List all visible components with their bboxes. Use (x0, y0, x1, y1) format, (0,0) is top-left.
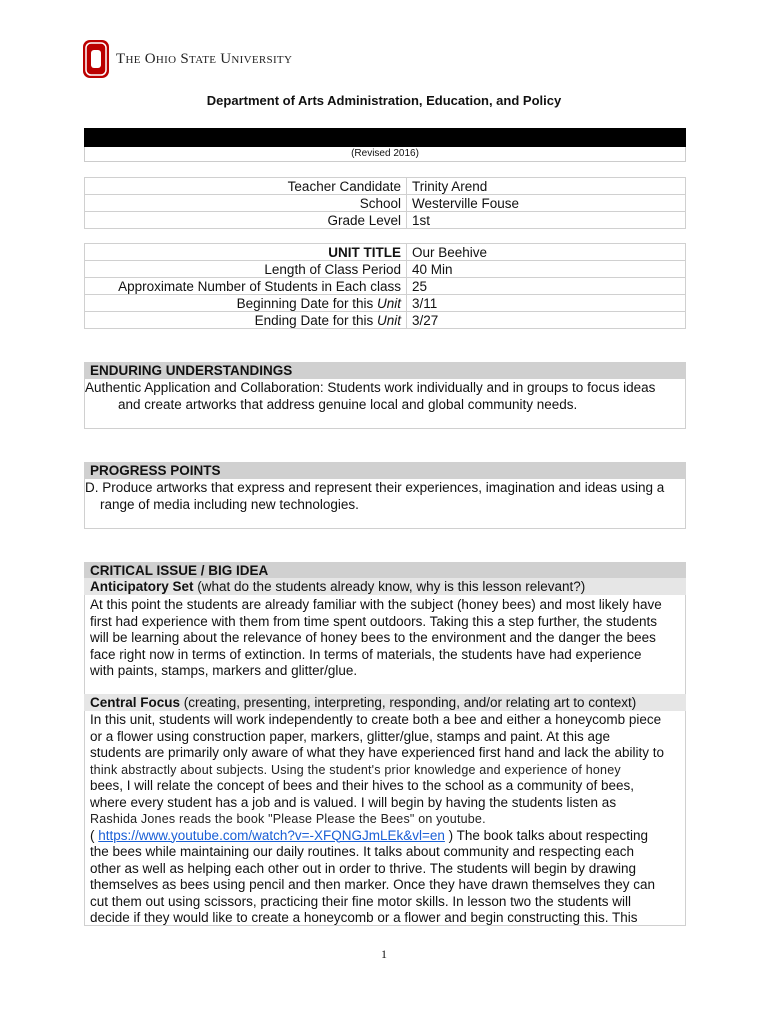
anticipatory-heading (84, 578, 686, 595)
central-focus-text (84, 712, 686, 927)
link-suffix: ) The book talks about respecting (444, 827, 649, 843)
central-focus-subtitle: (creating, presenting, interpreting, responding, and/or relating art to context) (180, 695, 637, 710)
text-line-with-link (90, 828, 680, 845)
critical-heading: CRITICAL ISSUE / BIG IDEA (84, 562, 686, 579)
text-line: think abstractly about subjects. Using the student's prior knowledge and experience of honey (90, 762, 621, 777)
title-bar (84, 128, 686, 147)
beginning-date-label (85, 295, 407, 312)
text-line: with paints, stamps, markers and glitter/glue. (90, 663, 358, 678)
unit-table (84, 243, 686, 329)
table-row (85, 195, 686, 212)
enduring-text: Authentic Application and Collaboration: Students work individually and in groups to focus ideas and create artworks that address genuine local and global community needs. (84, 379, 686, 429)
enduring-heading: ENDURING UNDERSTANDINGS (84, 362, 686, 379)
text-line: or a flower using construction paper, markers, glitter/glue, stamps and paint. At this age (90, 728, 611, 744)
beginning-date-value: 3/11 (407, 295, 686, 312)
grade-level-label: Grade Level (85, 212, 407, 229)
revised-note: (Revised 2016) (84, 147, 686, 162)
table-row (85, 212, 686, 229)
progress-heading: PROGRESS POINTS (84, 462, 686, 479)
ending-date-label-em: Unit (376, 312, 401, 328)
table-row (85, 278, 686, 295)
link-prefix: ( (90, 827, 99, 843)
anticipatory-title: Anticipatory Set (90, 579, 194, 594)
youtube-link[interactable]: https://www.youtube.com/watch?v=-XFQNGJmLEk&vl=en (98, 827, 445, 843)
teacher-candidate-label: Teacher Candidate (85, 178, 407, 195)
text-line: Rashida Jones reads the book "Please Please the Bees" on youtube. (90, 812, 486, 826)
class-period-value: 40 Min (407, 261, 686, 278)
unit-title-label: UNIT TITLE (85, 244, 407, 261)
text-line: bees, I will relate the concept of bees and their hives to the school as a community of bees, (90, 778, 635, 793)
table-row (85, 312, 686, 329)
central-focus-heading (84, 694, 686, 711)
school-value: Westerville Fouse (407, 195, 686, 212)
university-name: The Ohio State University (116, 50, 293, 67)
text-line: the bees while maintaining our daily routines. It talks about community and respecting each (90, 844, 635, 859)
anticipatory-text (84, 597, 686, 680)
candidate-table (84, 177, 686, 229)
text-line: At this point the students are already familiar with the subject (honey bees) and most likely have (90, 597, 662, 612)
beginning-date-label-text: Beginning Date for this (236, 295, 377, 311)
table-row (85, 244, 686, 261)
block-o-icon (82, 39, 110, 79)
unit-title-value: Our Beehive (407, 244, 686, 261)
text-line: themselves as bees using pencil and then marker. Once they have drawn themselves they can (90, 877, 656, 892)
page-number: 1 (381, 947, 387, 961)
ending-date-value: 3/27 (407, 312, 686, 329)
table-row (85, 295, 686, 312)
text-line: decide if they would like to create a honeycomb or a flower and begin constructing this. This (90, 910, 638, 925)
text-line: face right now in terms of extinction. In terms of materials, the students have had experience (90, 646, 642, 662)
anticipatory-subtitle: (what do the students already know, why is this lesson relevant?) (193, 579, 586, 594)
progress-text: D. Produce artworks that express and represent their experiences, imagination and ideas using a range of media including new technologies. (84, 479, 686, 529)
teacher-candidate-value: Trinity Arend (407, 178, 686, 195)
grade-level-value: 1st (407, 212, 686, 229)
ending-date-label-text: Ending Date for this (254, 312, 377, 328)
table-row (85, 178, 686, 195)
ending-date-label (85, 312, 407, 329)
central-focus-title: Central Focus (90, 695, 181, 710)
school-label: School (85, 195, 407, 212)
text-line: other as well as helping each other out in order to thrive. The students will begin by drawing (90, 860, 637, 876)
text-line: will be learning about the relevance of honey bees to the environment and the danger the bees (90, 630, 656, 645)
text-line: In this unit, students will work independently to create both a bee and either a honeycomb piece (90, 712, 662, 727)
table-row (85, 261, 686, 278)
osu-logo (82, 39, 292, 79)
text-line: students are primarily only aware of what they have experienced first hand and lack the ability to (90, 745, 665, 760)
text-line: first had experience with them from time spent outdoors. Taking this a step further, the students (90, 613, 658, 629)
text-line: where every student has a job and is valued. I will begin by having the students listen as (90, 794, 617, 810)
class-period-label: Length of Class Period (85, 261, 407, 278)
students-count-value: 25 (407, 278, 686, 295)
students-count-label: Approximate Number of Students in Each class (85, 278, 407, 295)
text-line: cut them out using scissors, practicing their fine motor skills. In lesson two the students will (90, 893, 631, 909)
beginning-date-label-em: Unit (376, 295, 401, 311)
department-title: Department of Arts Administration, Education, and Policy (206, 93, 562, 108)
